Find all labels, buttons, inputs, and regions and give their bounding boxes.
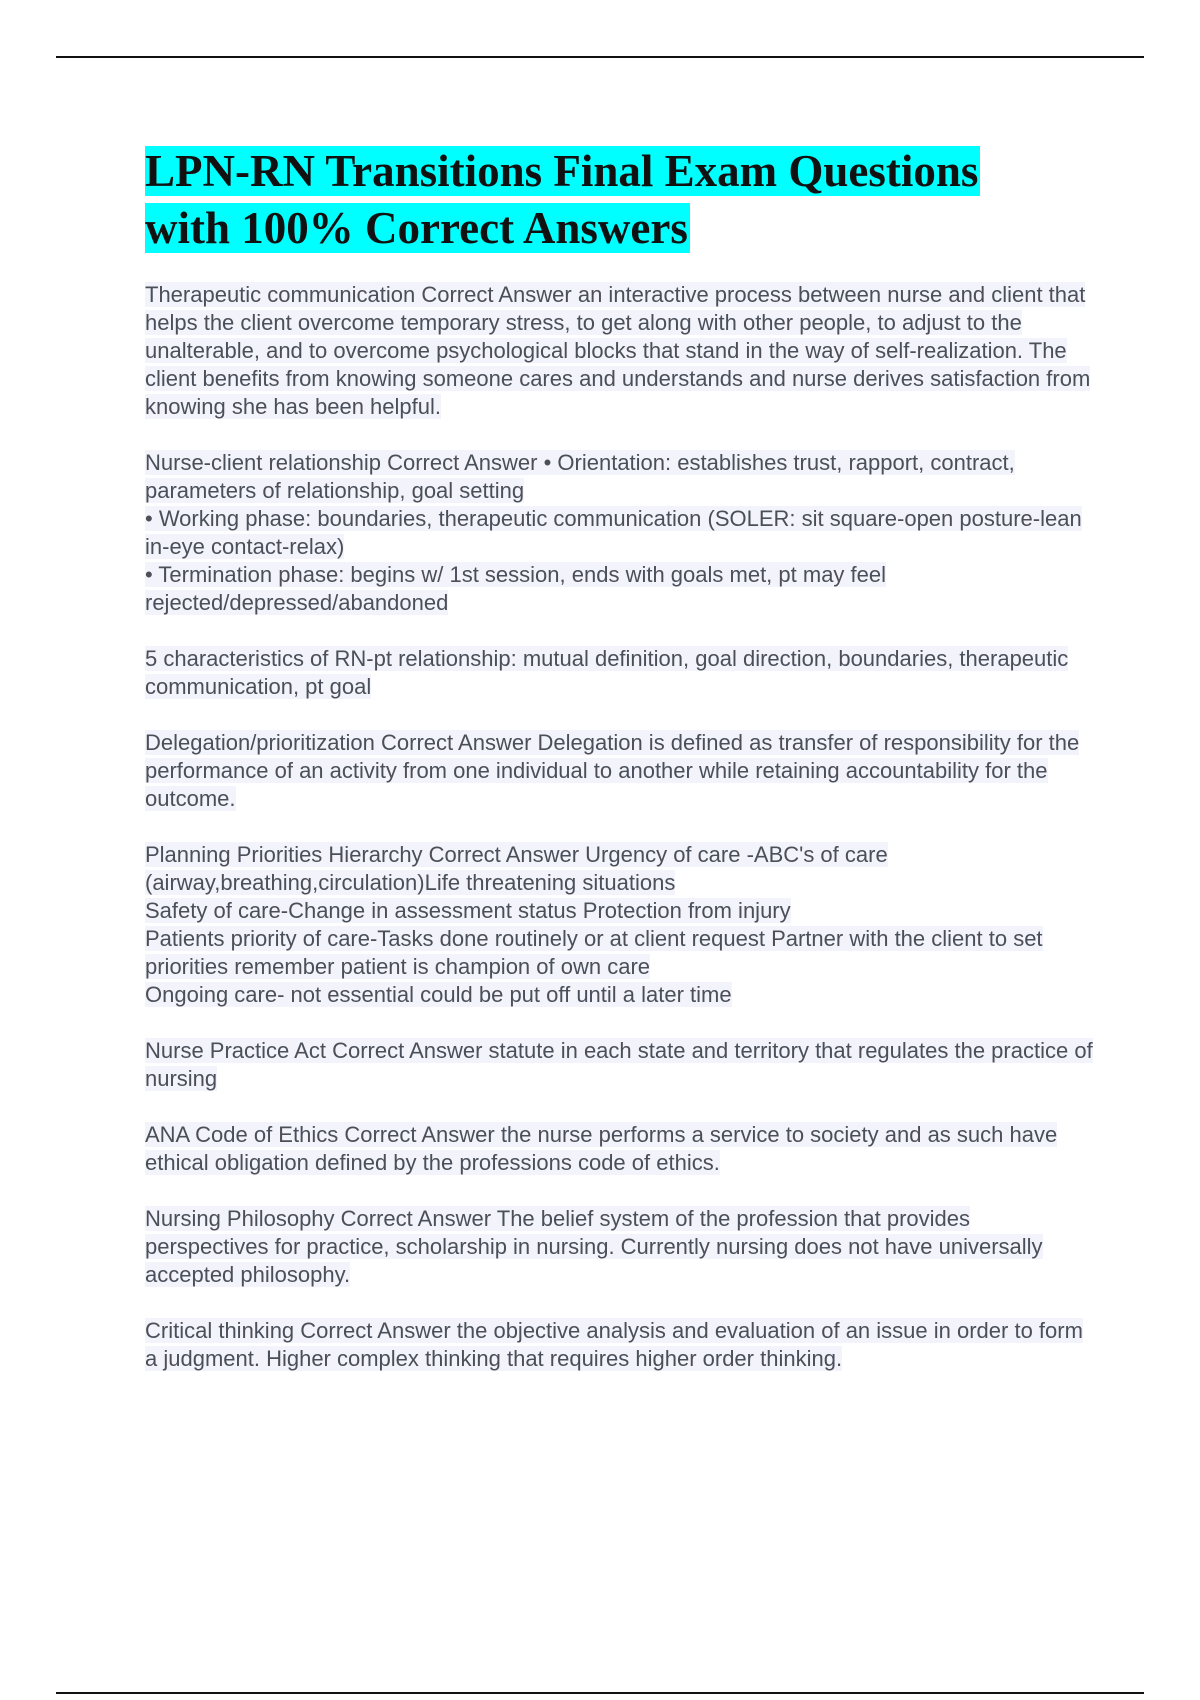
entry-line: Therapeutic communication Correct Answer an interactive process between nurse and client that helps the client overcome temporary stress, to get along with other people, to adjust to the unalterable, and to overcome psychological blocks that stand in the way of self-realization. The client benefits from knowing someone cares and understands and nurse derives satisfaction from knowing she has been helpful. (145, 282, 1091, 419)
entry-line: Delegation/prioritization Correct Answer Delegation is defined as transfer of responsibility for the performance of an activity from one individual to another while retaining accountability for the outcome. (145, 730, 1080, 811)
document-body (145, 143, 1095, 1401)
qa-entry-nurse-client-relationship (145, 449, 1095, 617)
title-line: LPN-RN Transitions Final Exam Questions (145, 146, 979, 196)
entry-line: Critical thinking Correct Answer the objective analysis and evaluation of an issue in order to form a judgment. Higher complex thinking that requires higher order thinking. (145, 1318, 1083, 1371)
qa-entry-delegation (145, 729, 1095, 813)
qa-entry-therapeutic-communication (145, 281, 1095, 421)
title-line: with 100% Correct Answers (145, 203, 688, 253)
entry-line: Ongoing care- not essential could be put off until a later time (145, 982, 732, 1007)
entry-line: • Termination phase: begins w/ 1st session, ends with goals met, pt may feel rejected/depressed/abandoned (145, 562, 887, 615)
entry-line: Patients priority of care-Tasks done routinely or at client request Partner with the client to set priorities remember patient is champion of own care (145, 926, 1043, 979)
qa-entry-nursing-philosophy (145, 1205, 1095, 1289)
entry-line: • Working phase: boundaries, therapeutic communication (SOLER: sit square-open posture-lean in-eye contact-relax) (145, 506, 1082, 559)
qa-entry-planning-priorities (145, 841, 1095, 1009)
entry-line: Nursing Philosophy Correct Answer The belief system of the profession that provides perspectives for practice, scholarship in nursing. Currently nursing does not have universally accepted philosophy. (145, 1206, 1043, 1287)
document-title (145, 143, 1095, 257)
qa-entry-nurse-practice-act (145, 1037, 1095, 1093)
entry-line: Planning Priorities Hierarchy Correct Answer Urgency of care -ABC's of care (airway,breathing,circulation)Life threatening situations (145, 842, 888, 895)
qa-entry-ana-code-of-ethics (145, 1121, 1095, 1177)
qa-entry-rn-pt-characteristics (145, 645, 1095, 701)
entry-line: 5 characteristics of RN-pt relationship: mutual definition, goal direction, boundaries, therapeutic communication, pt goal (145, 646, 1069, 699)
bottom-rule (56, 1692, 1144, 1694)
entry-line: Nurse-client relationship Correct Answer • Orientation: establishes trust, rapport, contract, parameters of relationship, goal setting (145, 450, 1015, 503)
entry-line: Nurse Practice Act Correct Answer statute in each state and territory that regulates the practice of nursing (145, 1038, 1093, 1091)
qa-entry-critical-thinking (145, 1317, 1095, 1373)
entry-line: Safety of care-Change in assessment status Protection from injury (145, 898, 791, 923)
entry-line: ANA Code of Ethics Correct Answer the nurse performs a service to society and as such have ethical obligation defined by the professions code of ethics. (145, 1122, 1058, 1175)
top-rule (56, 56, 1144, 58)
